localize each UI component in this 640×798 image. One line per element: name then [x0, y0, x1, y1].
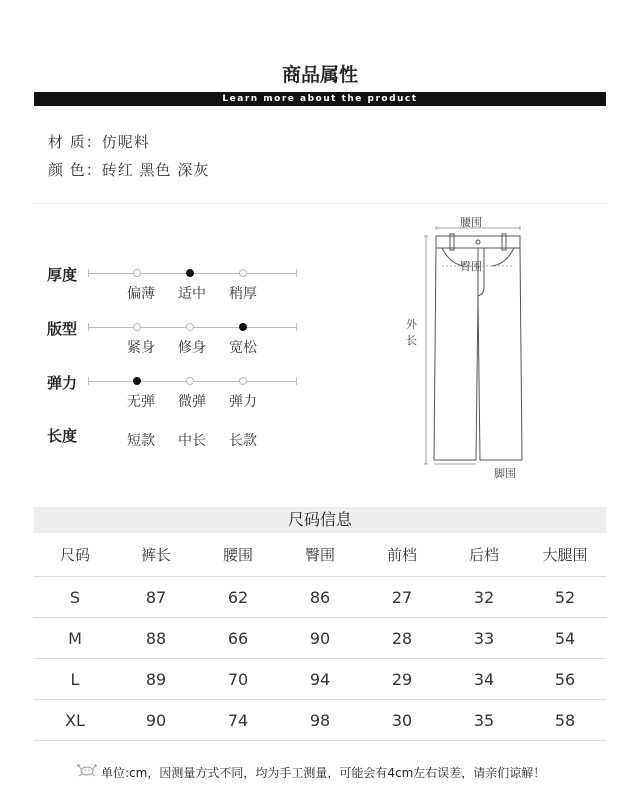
thickness-scale-dot-selected — [186, 269, 194, 277]
table-cell: 98 — [309, 711, 331, 730]
table-cell: 34 — [473, 670, 495, 689]
length-label: 长度 — [47, 427, 78, 445]
table-row-divider — [34, 658, 606, 659]
table-header-cell: 尺码 — [59, 546, 90, 564]
elasticity-scale-end — [88, 377, 89, 385]
table-cell: 27 — [391, 588, 413, 607]
color-label: 颜 色： — [48, 161, 102, 179]
elasticity-scale-end — [296, 377, 297, 385]
thickness-label: 厚度 — [47, 266, 78, 284]
thickness-option: 稍厚 — [229, 286, 257, 302]
table-cell: 90 — [145, 711, 167, 730]
page-title: 商品属性 — [281, 64, 358, 86]
fit-option: 修身 — [178, 340, 206, 356]
fit-scale-dot — [133, 323, 141, 331]
elasticity-scale-dot-selected — [133, 377, 141, 385]
waist-label: 腰围 — [460, 216, 482, 229]
thickness-scale-end — [296, 269, 297, 277]
table-cell: 90 — [309, 629, 331, 648]
table-cell: 56 — [554, 670, 576, 689]
table-cell: 54 — [554, 629, 576, 648]
table-cell: 35 — [473, 711, 495, 730]
section-divider — [34, 203, 606, 204]
table-header-cell: 后档 — [468, 546, 499, 564]
length-option-medium: 中长 — [178, 433, 206, 449]
thickness-scale-end — [88, 269, 89, 277]
table-header-cell: 裤长 — [140, 546, 171, 564]
table-cell: 32 — [473, 588, 495, 607]
elasticity-label: 弹力 — [47, 374, 78, 392]
table-cell: 30 — [391, 711, 413, 730]
thickness-option: 偏薄 — [127, 286, 155, 302]
thickness-scale-dot — [133, 269, 141, 277]
elasticity-option: 弹力 — [229, 394, 257, 410]
fit-option: 宽松 — [229, 340, 257, 356]
table-row-divider — [34, 740, 606, 741]
table-cell: 94 — [309, 670, 331, 689]
table-cell: 66 — [227, 629, 249, 648]
fit-scale-end — [88, 323, 89, 331]
elasticity-scale-dot — [186, 377, 194, 385]
table-cell: 58 — [554, 711, 576, 730]
table-cell: XL — [65, 711, 85, 730]
table-header-cell: 大腿围 — [542, 546, 588, 564]
fit-option: 紧身 — [127, 340, 155, 356]
table-cell: 52 — [554, 588, 576, 607]
table-cell: 33 — [473, 629, 495, 648]
table-header-cell: 臀围 — [304, 546, 335, 564]
table-cell: 70 — [227, 670, 249, 689]
table-cell: S — [69, 588, 81, 607]
table-cell: 89 — [145, 670, 167, 689]
size-table-title: 尺码信息 — [34, 507, 606, 533]
material-attribute — [48, 131, 150, 152]
hem-label: 脚围 — [494, 467, 516, 480]
table-row-divider — [34, 617, 606, 618]
table-cell: L — [70, 670, 80, 689]
table-cell: 28 — [391, 629, 413, 648]
hip-label: 臀围 — [460, 260, 482, 273]
table-row-divider — [34, 576, 606, 577]
table-row-divider — [34, 699, 606, 700]
fit-label: 版型 — [47, 320, 78, 338]
color-attribute — [48, 159, 209, 180]
outseam-label-bottom: 长 — [406, 334, 417, 347]
table-cell: 87 — [145, 588, 167, 607]
subtitle-banner: Learn more about the product — [34, 92, 606, 106]
elasticity-scale-dot — [239, 377, 247, 385]
table-header-cell: 前档 — [386, 546, 417, 564]
elasticity-option: 无弹 — [127, 394, 155, 410]
length-option-long: 长款 — [229, 433, 257, 449]
crab-icon — [76, 761, 98, 777]
table-cell: 74 — [227, 711, 249, 730]
table-cell: 86 — [309, 588, 331, 607]
table-header-cell: 腰围 — [222, 546, 253, 564]
material-value: 仿呢料 — [101, 133, 150, 151]
color-value: 砖红 黑色 深灰 — [101, 161, 210, 179]
fit-scale-dot-selected — [239, 323, 247, 331]
outseam-label-top: 外 — [406, 318, 417, 331]
footnote: 单位:cm，因测量方式不同，均为手工测量，可能会有4cm左右误差，请亲们谅解！ — [101, 766, 546, 780]
table-cell: 29 — [391, 670, 413, 689]
material-label: 材 质： — [48, 133, 102, 151]
table-cell: 88 — [145, 629, 167, 648]
fit-scale-dot — [186, 323, 194, 331]
table-cell: 62 — [227, 588, 249, 607]
table-cell: M — [68, 629, 82, 648]
thickness-option: 适中 — [178, 286, 206, 302]
length-option-short: 短款 — [127, 433, 155, 449]
pants-diagram — [398, 214, 528, 484]
fit-scale-end — [296, 323, 297, 331]
elasticity-option: 微弹 — [178, 394, 206, 410]
thickness-scale-dot — [239, 269, 247, 277]
